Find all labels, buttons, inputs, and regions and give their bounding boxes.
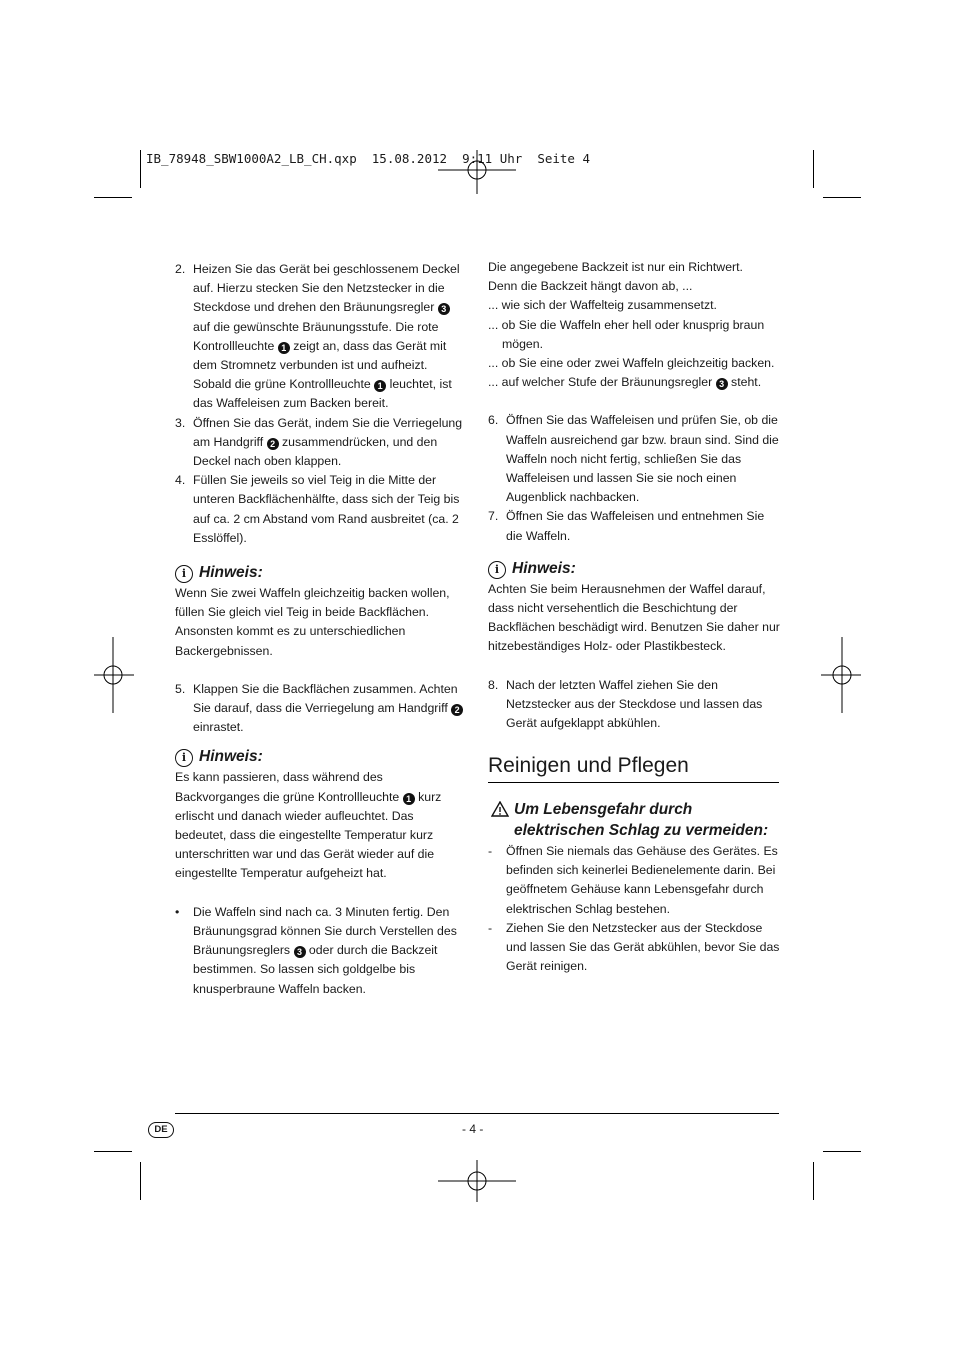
bullet-symbol: • (175, 904, 180, 919)
warning-block (488, 799, 780, 976)
registration-mark-bottom (438, 1160, 516, 1202)
step-4: 4. Füllen Sie jeweils so viel Teig in die Mitte der unteren Backflächenhälfte, dass sich der Teig bis auf ca. 2 cm Abstand vom Rand ausbreitet (ca. 2 Esslöffel). (175, 473, 460, 545)
step-number: 7. (488, 509, 499, 524)
note-text: Wenn Sie zwei Waffeln gleichzeitig backen wollen, füllen Sie gleich viel Teig in beide Backflächen. Ansonsten kommt es zu unterschiedlichen Backergebnissen. (175, 586, 450, 658)
step-3: 3. Öffnen Sie das Gerät, indem Sie die Verriegelung am Handgriff 2 zusammendrücken, und den Deckel nach oben klappen. (175, 415, 463, 469)
ref-badge: 1 (403, 793, 415, 805)
note-text: Achten Sie beim Herausnehmen der Waffel darauf, dass nicht versehentlich die Beschichtung der Backflächen beschädigt wird. Benutzen Sie daher nur hitzebeständiges Holz- oder Plastikbesteck. (488, 581, 780, 654)
step-7: 7. Öffnen Sie das Waffeleisen und entnehmen Sie die Waffeln. (488, 509, 765, 543)
registration-mark-top (438, 150, 516, 194)
info-icon: i (488, 561, 506, 579)
registration-mark-right (821, 637, 861, 713)
dependency-item: ... wie sich der Waffelteig zusammensetzt. (488, 298, 717, 313)
intro-line: Die angegebene Backzeit ist nur ein Richtwert. (488, 260, 743, 274)
step-number: 4. (175, 473, 186, 488)
warning-heading: Um Lebensgefahr durch elektrischen Schlag zu vermeiden: (488, 799, 780, 841)
section-rule (488, 782, 779, 783)
dependency-item: ... ob Sie eine oder zwei Waffeln gleichzeitig backen. (488, 356, 775, 371)
step-number: 2. (175, 262, 186, 276)
intro-line: Denn die Backzeit hängt davon ab, ... (488, 279, 693, 294)
info-icon: i (175, 749, 193, 767)
warning-item: - Ziehen Sie den Netzstecker aus der Steckdose und lassen Sie das Gerät abkühlen, bevor Sie das Gerät reinigen. (488, 920, 780, 974)
ref-badge: 3 (438, 303, 450, 315)
note-text: Es kann passieren, dass während des Backvorganges die grüne Kontrollleuchte 1 kurz erlischt und danach wieder aufleuchtet. Das bedeutet, dass die eingestellte Temperatur kurz unterschritten war und das Gerät wieder auf die eingestellte Temperatur aufgeheizt hat. (175, 770, 442, 881)
bullet-item: • Die Waffeln sind nach ca. 3 Minuten fertig. Den Bräunungsgrad können Sie durch Verstellen des Bräunungsreglers 3 oder durch die Backzeit bestimmen. So lassen sich goldgelbe bis knusperbraune Waffeln backen. (175, 904, 457, 996)
note-heading: i Hinweis: (488, 558, 780, 580)
step-6: 6. Öffnen Sie das Waffeleisen und prüfen Sie, ob die Waffeln ausreichend gar bzw. braun sind. Sind die Waffeln noch nicht fertig, schließen Sie das Waffeleisen und lassen Sie sie noch einen Augenblick nachbacken. (488, 413, 779, 505)
note-heading: i Hinweis: (175, 746, 467, 768)
left-column (175, 260, 467, 999)
language-badge: DE (148, 1122, 174, 1138)
print-header: IB_78948_SBW1000A2_LB_CH.qxp 15.08.2012 9:11 Uhr Seite 4 (146, 151, 591, 166)
step-2: 2. Heizen Sie das Gerät bei geschlossenem Deckel auf. Hierzu stecken Sie den Netzstecker in die Steckdose und drehen den Bräunungsregler 3 auf die gewünschte Bräunungsstufe. Die rote Kontrollleuchte 1 zeigt an, dass das Gerät mit dem Stromnetz verbunden ist und aufheizt. Sobald die grüne Kontrollleuchte 1 leuchtet, ist das Waffeleisen zum Backen bereit. (175, 262, 460, 411)
dependency-item: ... ob Sie die Waffeln eher hell oder knusprig braun mögen. (488, 317, 765, 351)
page-number: - 4 - (462, 1122, 484, 1136)
ref-badge: 1 (374, 380, 386, 392)
step-number: 5. (175, 681, 186, 696)
right-column (488, 258, 780, 733)
ref-badge: 1 (278, 342, 290, 354)
step-5: 5. Klappen Sie die Backflächen zusammen. Achten Sie darauf, dass die Verriegelung am Handgriff 2 einrastet. (175, 680, 467, 738)
step-number: 3. (175, 415, 186, 430)
ref-badge: 3 (294, 946, 306, 958)
footer-rule (175, 1113, 779, 1114)
ref-badge: 2 (267, 438, 279, 450)
step-8: 8. Nach der letzten Waffel ziehen Sie den Netzstecker aus der Steckdose und lassen das Gerät aufgeklappt abkühlen. (488, 677, 763, 731)
step-number: 6. (488, 413, 499, 428)
warning-item: - Öffnen Sie niemals das Gehäuse des Gerätes. Es befinden sich keinerlei Bedienelemente darin. Bei geöffnetem Gehäuse kann Lebensgefahr durch elektrischen Schlag bestehen. (488, 844, 778, 916)
warning-triangle-icon (491, 801, 509, 817)
step-number: 8. (488, 677, 499, 692)
ref-badge: 3 (716, 378, 728, 390)
registration-mark-left (94, 637, 134, 713)
ref-badge: 2 (451, 704, 463, 716)
note-heading: i Hinweis: (175, 562, 467, 584)
dependency-item: ... auf welcher Stufe der Bräunungsregler 3 steht. (488, 375, 762, 390)
section-title: Reinigen und Pflegen (488, 754, 689, 777)
info-icon: i (175, 565, 193, 583)
